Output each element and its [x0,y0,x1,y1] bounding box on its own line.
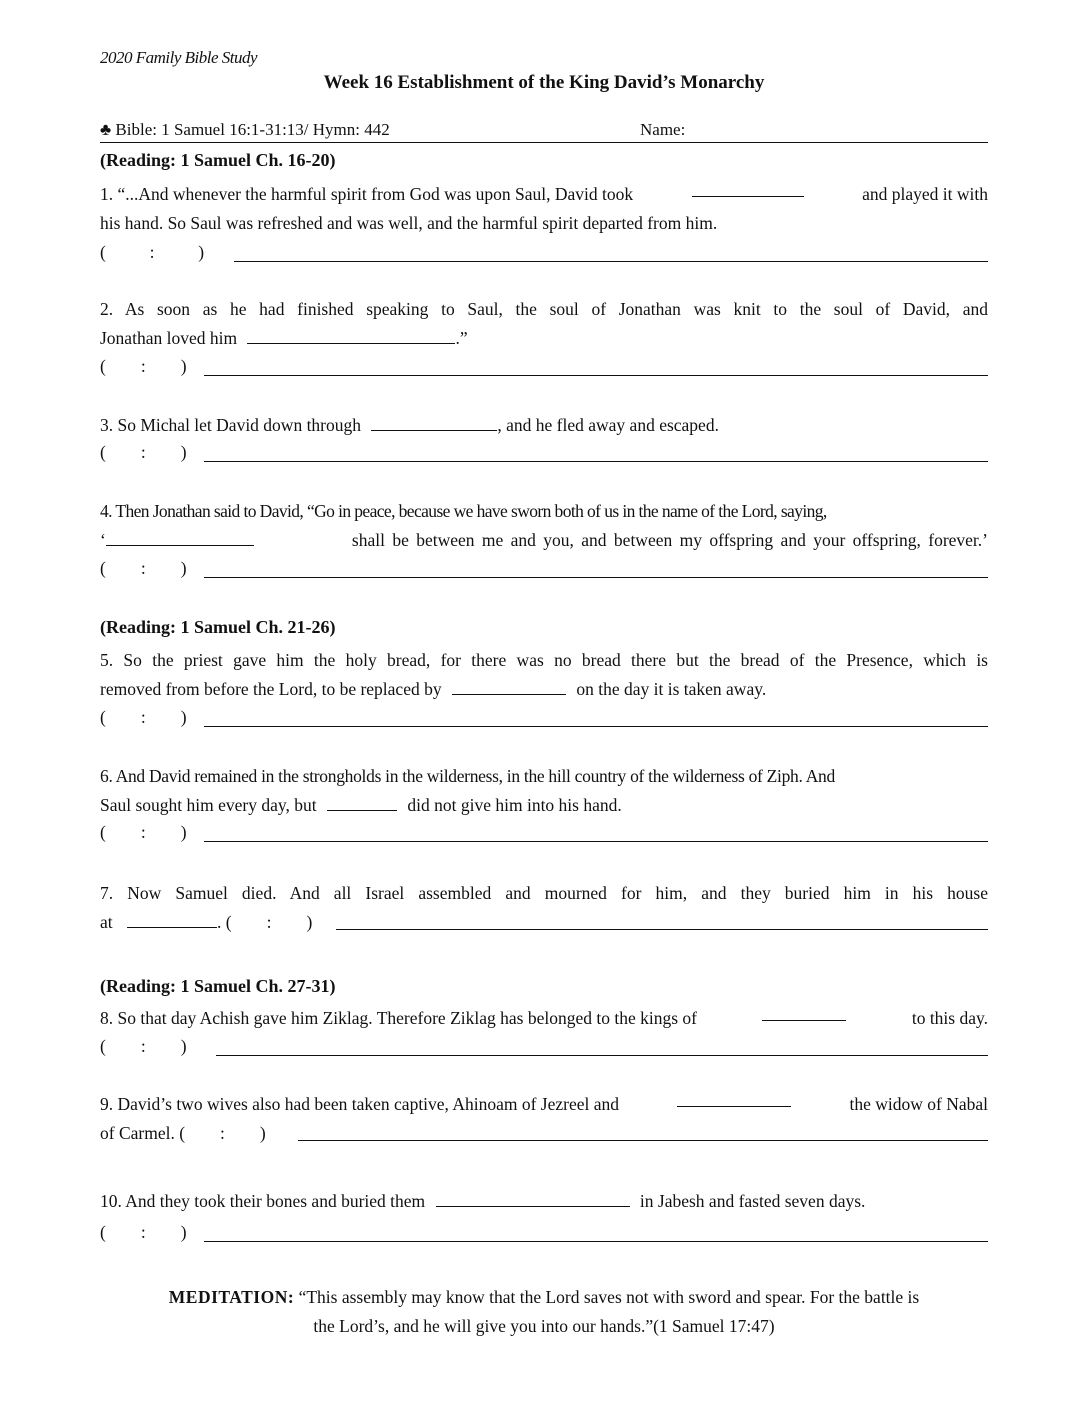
question-3 [100,411,988,440]
answer-line[interactable] [204,461,988,462]
reference-paren: ( : ) [100,1036,187,1056]
q8-reference-line[interactable] [100,1036,988,1058]
question-6 [100,762,988,820]
q7-reference: . ( : ) [217,912,313,932]
q2-reference-line[interactable] [100,356,988,378]
question-1 [100,180,988,238]
q5-reference-line[interactable] [100,707,988,729]
q9-text-2: the widow of Nabal [849,1094,988,1114]
q1-text-3: his hand. So Saul was refreshed and was well, and the harmful spirit departed from him. [100,213,718,233]
answer-line[interactable] [336,929,988,930]
q5-text-2: removed from before the Lord, to be replaced by [100,679,442,699]
reference-paren: ( : ) [100,707,187,727]
answer-line[interactable] [204,1241,988,1242]
page-title: Week 16 Establishment of the King David’s Monarchy [323,72,765,93]
question-9 [100,1090,988,1148]
q10-text: 10. And they took their bones and buried them [100,1191,426,1211]
q10-text-2: in Jabesh and fasted seven days. [639,1191,866,1211]
q4-text: 4. Then Jonathan said to David, “Go in peace, because we have sworn both of us in the name of the Lord, saying, [100,501,827,521]
q8-blank[interactable] [762,1004,846,1021]
q6-blank[interactable] [327,794,397,811]
q6-text-3: did not give him into his hand. [407,795,622,815]
q2-blank[interactable] [247,327,455,344]
reference-paren: ( : ) [100,242,205,262]
q3-reference-line[interactable] [100,442,988,464]
answer-line[interactable] [234,261,988,262]
study-header: 2020 Family Bible Study [100,48,258,67]
bible-info-line [100,120,988,143]
q6-text: 6. And David remained in the strongholds in the wilderness, in the hill country of the wilderness of Ziph. And [100,766,835,786]
q1-reference-line[interactable] [100,242,988,264]
q1-text-2: and played it with [862,184,988,204]
meditation-label: MEDITATION: [168,1287,295,1307]
q1-blank[interactable] [692,180,804,197]
q9-text: 9. David’s two wives also had been taken captive, Ahinoam of Jezreel and [100,1094,620,1114]
q4-reference-line[interactable] [100,558,988,580]
question-8 [100,1004,988,1033]
section-heading-2: (Reading: 1 Samuel Ch. 21-26) [100,617,336,637]
q3-blank[interactable] [371,414,497,431]
question-7 [100,879,988,937]
question-2 [100,295,988,353]
question-5 [100,646,988,704]
reference-paren: ( : ) [100,442,187,462]
q6-reference-line[interactable] [100,822,988,844]
section-heading-3: (Reading: 1 Samuel Ch. 27-31) [100,976,336,996]
meditation-text-2: the Lord’s, and he will give you into our hands.”(1 Samuel 17:47) [313,1316,775,1336]
q1-text: 1. “...And whenever the harmful spirit from God was upon Saul, David took [100,184,634,204]
q3-text-2: , and he fled away and escaped. [497,415,719,435]
q3-text: 3. So Michal let David down through [100,415,362,435]
answer-line[interactable] [204,841,988,842]
q4-blank[interactable] [106,529,254,546]
q7-text: 7. Now Samuel died. And all Israel assembled and mourned for him, and they buried him in his house [100,883,988,903]
q5-text-3: on the day it is taken away. [576,679,767,699]
answer-line[interactable] [216,1055,988,1056]
reference-paren: ( : ) [100,1222,187,1242]
q2-text-2: Jonathan loved him [100,328,238,348]
q4-text-2: ‘ [100,530,106,550]
q6-text-2: Saul sought him every day, but [100,795,317,815]
q9-text-3: of Carmel. ( : ) [100,1123,266,1143]
q8-text: 8. So that day Achish gave him Ziklag. Therefore Ziklag has belonged to the kings of [100,1008,697,1028]
name-label: Name: [640,120,686,139]
question-4 [100,497,988,555]
q9-blank[interactable] [677,1090,791,1107]
q2-text: 2. As soon as he had finished speaking to Saul, the soul of Jonathan was knit to the soul of David, and [100,299,988,319]
q5-blank[interactable] [452,678,566,695]
answer-line[interactable] [204,577,988,578]
answer-line[interactable] [204,375,988,376]
q10-reference-line[interactable] [100,1222,988,1244]
reference-paren: ( : ) [100,822,187,842]
q2-text-3: .” [455,328,468,348]
question-10 [100,1187,988,1216]
answer-line[interactable] [298,1140,988,1141]
bible-reference: ♣ Bible: 1 Samuel 16:1-31:13/ Hymn: 442 [100,120,390,139]
meditation-block [110,1283,978,1341]
answer-line[interactable] [204,726,988,727]
meditation-text-1: “This assembly may know that the Lord saves not with sword and spear. For the battle is [294,1287,920,1307]
q10-blank[interactable] [436,1190,630,1207]
q5-text: 5. So the priest gave him the holy bread, for there was no bread there but the bread of the Presence, which is [100,650,988,670]
reference-paren: ( : ) [100,558,187,578]
q7-blank[interactable] [127,911,217,928]
q4-text-3: shall be between me and you, and between my offspring and your offspring, forever.’ [351,530,988,550]
reference-paren: ( : ) [100,356,187,376]
q8-text-2: to this day. [911,1008,988,1028]
q7-text-2: at [100,912,113,932]
section-heading-1: (Reading: 1 Samuel Ch. 16-20) [100,150,336,170]
